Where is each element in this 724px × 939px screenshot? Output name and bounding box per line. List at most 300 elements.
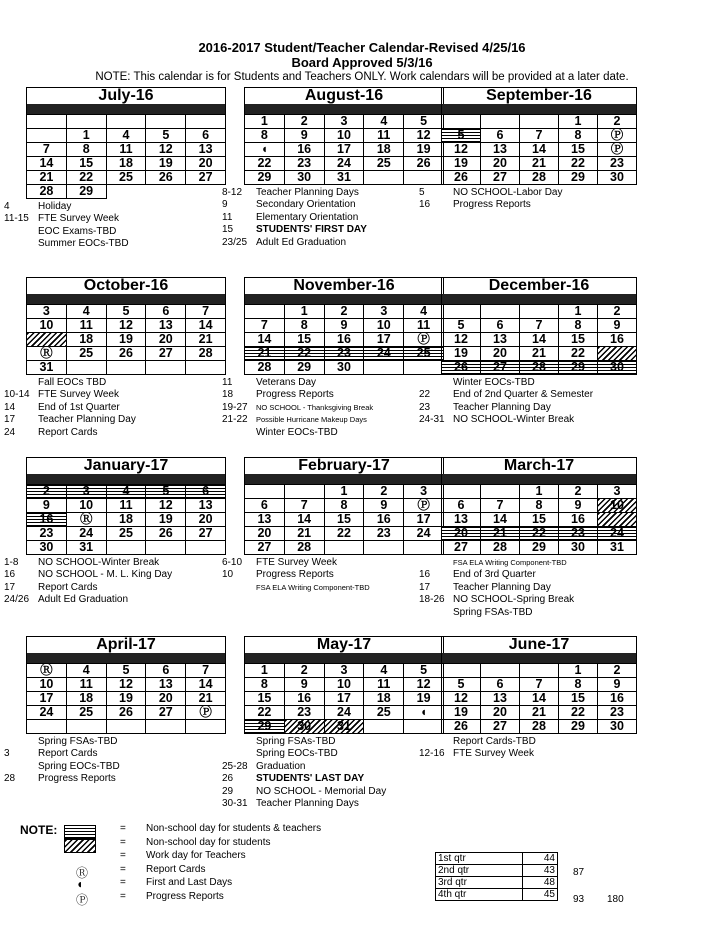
day-cell — [285, 485, 325, 499]
day-cell: 9 — [285, 129, 325, 143]
day-cell: 13 — [481, 333, 520, 347]
event-text: NO SCHOOL-Labor Day — [453, 187, 563, 198]
day-cell: 14 — [285, 513, 325, 527]
event-text: Winter EOCs-TBD — [453, 377, 535, 388]
day-cell: 14 — [186, 319, 226, 333]
month-events — [419, 736, 536, 761]
month-march-17 — [441, 457, 637, 555]
month-header-bar — [441, 474, 637, 485]
day-cell: 22 — [559, 157, 598, 171]
event-text: NO SCHOOL - Memorial Day — [256, 785, 387, 797]
day-cell: 26 — [107, 706, 147, 720]
event-text: NO SCHOOL-Winter Break — [453, 414, 575, 426]
day-cell: 3 — [404, 485, 444, 499]
day-cell: 6 — [481, 319, 520, 333]
day-cell — [364, 361, 404, 375]
day-cell: 8 — [67, 143, 107, 157]
day-cell: 9 — [27, 499, 67, 513]
day-cell: 2 — [559, 485, 598, 499]
event-date: 29 — [222, 785, 234, 797]
event-text: End of 2nd Quarter & Semester — [453, 389, 594, 401]
calendar-title: 2016-2017 Student/Teacher Calendar-Revised 4/25/16 — [198, 40, 526, 55]
day-cell: 8 — [325, 499, 365, 513]
day-cell: 5 — [146, 485, 186, 499]
day-cell: 27 — [442, 541, 481, 555]
event-date: 21-22 — [222, 414, 248, 426]
day-cell: 21 — [27, 171, 67, 185]
day-cell: 30 — [325, 361, 365, 375]
day-cell: 9 — [285, 678, 325, 692]
month-title: February-17 — [244, 457, 444, 474]
day-cell: 31 — [67, 541, 107, 555]
event-row — [419, 607, 574, 619]
day-cell: 14 — [520, 143, 559, 157]
event-row — [222, 557, 370, 569]
event-text: Fall EOCs TBD — [38, 377, 107, 388]
event-text: Adult Ed Graduation — [38, 594, 129, 606]
event-row — [4, 748, 120, 760]
day-cell: 12 — [146, 499, 186, 513]
event-text: Report Cards — [38, 426, 98, 438]
day-cell: 28 — [520, 361, 559, 375]
day-cell: 18 — [67, 692, 107, 706]
event-date — [222, 427, 256, 439]
day-cell: 14 — [481, 513, 520, 527]
day-cell: Ⓟ — [598, 129, 637, 143]
event-date: 17 — [419, 581, 431, 593]
event-text: FTE Survey Week — [256, 557, 337, 568]
quarter-days: 45 — [523, 889, 558, 901]
day-cell: 22 — [520, 527, 559, 541]
day-cell: 15 — [559, 333, 598, 347]
day-cell: 1 — [245, 664, 285, 678]
event-row — [4, 377, 136, 389]
event-row — [222, 761, 386, 773]
quarter-label: 1st qtr — [436, 853, 523, 865]
month-header-bar — [244, 653, 444, 664]
day-cell: 11 — [364, 129, 404, 143]
day-cell: 13 — [481, 143, 520, 157]
event-text: Report Cards-TBD — [453, 736, 536, 747]
day-cell — [107, 541, 147, 555]
event-date: 24/26 — [4, 594, 30, 606]
legend-equals: = — [120, 890, 126, 902]
day-cell: 9 — [559, 499, 598, 513]
day-cell: 12 — [146, 143, 186, 157]
event-text: Report Cards — [38, 581, 98, 593]
event-row — [4, 226, 129, 238]
day-cell: 26 — [404, 157, 444, 171]
month-title: June-17 — [441, 636, 637, 653]
day-cell: 8 — [285, 319, 325, 333]
day-cell: 17 — [404, 513, 444, 527]
day-cell: 12 — [404, 129, 444, 143]
day-cell: 9 — [325, 319, 365, 333]
event-text: Secondary Orientation — [256, 199, 356, 211]
day-cell: 20 — [481, 347, 520, 361]
month-title: January-17 — [26, 457, 226, 474]
event-text: FSA ELA Writing Component-TBD — [453, 558, 567, 567]
day-cell: 8 — [245, 129, 285, 143]
event-date: 6-10 — [222, 557, 243, 568]
event-row — [419, 736, 536, 748]
day-cell — [27, 333, 67, 347]
quarter-label: 3rd qtr — [436, 877, 523, 889]
legend-text: First and Last Days — [146, 877, 233, 888]
month-events — [4, 201, 129, 251]
event-row — [4, 238, 129, 250]
day-cell: Ⓟ — [404, 499, 444, 513]
day-cell: 6 — [481, 129, 520, 143]
day-cell: 27 — [481, 720, 520, 734]
day-cell: 24 — [27, 706, 67, 720]
day-cell — [146, 541, 186, 555]
event-row — [4, 402, 136, 414]
month-header-bar — [441, 653, 637, 664]
month-events — [419, 557, 574, 619]
day-cell: 6 — [186, 485, 226, 499]
day-cell: ◖ — [404, 706, 444, 720]
event-row — [4, 569, 172, 581]
event-row — [4, 761, 120, 773]
event-date: 22 — [419, 389, 431, 401]
event-text: EOC Exams-TBD — [38, 225, 117, 237]
day-cell: 2 — [598, 664, 637, 678]
day-cell: 29 — [559, 171, 598, 185]
day-cell: 1 — [67, 129, 107, 143]
day-cell: 1 — [285, 305, 325, 319]
event-row — [222, 582, 370, 594]
day-cell: 1 — [245, 115, 285, 129]
event-text: Possible Hurricane Makeup Days — [256, 415, 367, 425]
event-text: Progress Reports — [256, 569, 334, 581]
event-row — [222, 427, 373, 439]
event-date: 28 — [4, 773, 16, 785]
quarter-row — [436, 865, 558, 877]
day-cell: 21 — [520, 706, 559, 720]
day-cell: 21 — [245, 347, 285, 361]
month-title: August-16 — [244, 87, 444, 104]
day-cell: 19 — [404, 692, 444, 706]
day-cell: 11 — [364, 678, 404, 692]
day-cell: 3 — [27, 305, 67, 319]
day-cell: 25 — [364, 706, 404, 720]
event-date: 24 — [4, 426, 16, 438]
month-title: December-16 — [441, 277, 637, 294]
event-text: FSA ELA Writing Component-TBD — [256, 582, 370, 592]
day-cell: 8 — [559, 678, 598, 692]
day-cell: 27 — [481, 171, 520, 185]
day-grid — [441, 664, 637, 734]
day-cell: 3 — [325, 115, 365, 129]
event-row — [4, 736, 120, 748]
day-cell: 17 — [325, 143, 365, 157]
day-grid — [26, 664, 226, 734]
day-cell: 28 — [481, 541, 520, 555]
event-text: STUDENTS' FIRST DAY — [256, 224, 367, 236]
semester-2-total: 93 — [573, 894, 585, 905]
day-cell — [481, 485, 520, 499]
day-cell: 2 — [598, 305, 637, 319]
day-cell: 24 — [404, 527, 444, 541]
day-cell: 21 — [481, 527, 520, 541]
month-header-bar — [441, 104, 637, 115]
day-cell: 28 — [520, 720, 559, 734]
day-cell — [186, 115, 226, 129]
month-events — [4, 377, 136, 439]
day-cell — [404, 720, 444, 734]
day-cell: 13 — [481, 692, 520, 706]
legend-equals: = — [120, 836, 126, 848]
day-cell: 2 — [285, 664, 325, 678]
day-cell — [67, 115, 107, 129]
day-cell: 11 — [67, 678, 107, 692]
day-cell — [27, 115, 67, 129]
year-total: 180 — [607, 894, 624, 905]
day-cell: 5 — [107, 664, 147, 678]
day-cell — [364, 720, 404, 734]
day-cell — [27, 720, 67, 734]
month-events — [4, 557, 172, 607]
month-header-bar — [26, 104, 226, 115]
day-cell: 2 — [27, 485, 67, 499]
day-cell — [107, 720, 147, 734]
month-header-bar — [244, 294, 444, 305]
day-cell: Ⓡ — [27, 347, 67, 361]
day-cell: 24 — [325, 706, 365, 720]
day-cell: 21 — [520, 347, 559, 361]
day-cell: 21 — [285, 527, 325, 541]
day-cell: 11 — [67, 319, 107, 333]
day-cell: 31 — [325, 720, 365, 734]
day-cell: 12 — [442, 692, 481, 706]
legend-text: Work day for Teachers — [146, 850, 246, 861]
day-cell: 5 — [404, 115, 444, 129]
day-cell: 20 — [146, 333, 186, 347]
event-text: Elementary Orientation — [256, 211, 359, 223]
day-cell: 12 — [404, 678, 444, 692]
event-row — [222, 187, 367, 199]
day-cell: 22 — [245, 157, 285, 171]
day-cell: 19 — [404, 143, 444, 157]
event-date: 26 — [222, 773, 234, 785]
day-cell — [481, 115, 520, 129]
day-cell: 5 — [442, 129, 481, 143]
day-cell: 2 — [364, 485, 404, 499]
month-header-bar — [244, 474, 444, 485]
day-cell: 4 — [107, 129, 147, 143]
day-cell: 15 — [520, 513, 559, 527]
event-date: 11 — [222, 377, 233, 388]
event-date — [419, 736, 453, 748]
day-cell: 3 — [598, 485, 637, 499]
board-approved: Board Approved 5/3/16 — [291, 55, 433, 70]
day-cell — [186, 720, 226, 734]
legend-equals: = — [120, 850, 126, 861]
event-date: 23 — [419, 401, 431, 413]
day-cell: 23 — [598, 157, 637, 171]
month-header-bar — [244, 104, 444, 115]
day-cell — [404, 171, 444, 185]
day-cell: 10 — [325, 678, 365, 692]
day-cell: 7 — [520, 129, 559, 143]
day-cell: 12 — [442, 143, 481, 157]
quarter-label: 4th qtr — [436, 889, 523, 901]
event-row — [4, 594, 172, 606]
event-text: Adult Ed Graduation — [256, 236, 347, 248]
event-row — [419, 389, 593, 401]
legend-equals: = — [120, 877, 126, 888]
day-grid — [26, 115, 226, 199]
day-cell: 7 — [520, 319, 559, 333]
day-cell: 20 — [146, 692, 186, 706]
day-cell: 1 — [559, 115, 598, 129]
event-row — [4, 201, 129, 213]
event-row — [222, 389, 373, 401]
day-cell — [520, 664, 559, 678]
month-header-bar — [26, 474, 226, 485]
day-cell: 7 — [520, 678, 559, 692]
event-row — [419, 582, 574, 594]
month-events — [419, 377, 593, 427]
day-cell: 4 — [67, 305, 107, 319]
event-row — [222, 773, 386, 785]
day-cell: 15 — [67, 157, 107, 171]
event-date: 17 — [4, 581, 16, 593]
event-date: 5 — [419, 187, 425, 198]
day-cell: 16 — [598, 692, 637, 706]
day-cell: 16 — [325, 333, 365, 347]
day-cell: 15 — [245, 692, 285, 706]
event-date: 14 — [4, 401, 16, 413]
month-header-bar — [441, 294, 637, 305]
event-date: 18-26 — [419, 594, 445, 606]
day-cell: 19 — [146, 157, 186, 171]
event-text: NO SCHOOL - M. L. King Day — [38, 569, 173, 581]
event-row — [222, 199, 367, 211]
day-cell: 27 — [146, 706, 186, 720]
no-school-swatch — [64, 825, 96, 839]
day-cell: 29 — [67, 185, 107, 199]
day-cell: 30 — [559, 541, 598, 555]
legend-text: Progress Reports — [146, 890, 224, 902]
day-cell: 26 — [107, 347, 147, 361]
month-august-16 — [244, 87, 444, 185]
day-cell: 27 — [481, 361, 520, 375]
month-july-16 — [26, 87, 226, 199]
legend-symbol: ◖ — [76, 877, 84, 891]
day-cell: 25 — [107, 527, 147, 541]
day-cell: 19 — [107, 692, 147, 706]
day-cell: 13 — [442, 513, 481, 527]
day-cell: 30 — [27, 541, 67, 555]
day-cell: 8 — [559, 319, 598, 333]
day-cell: 22 — [245, 706, 285, 720]
event-date: 19-27 — [222, 401, 248, 413]
event-date — [4, 761, 38, 773]
day-cell: 30 — [285, 171, 325, 185]
day-cell: 1 — [325, 485, 365, 499]
day-cell: 10 — [598, 499, 637, 513]
event-text: Teacher Planning Day — [453, 581, 551, 593]
quarter-totals — [435, 852, 624, 905]
day-cell — [404, 361, 444, 375]
day-cell: 20 — [481, 706, 520, 720]
day-cell — [481, 305, 520, 319]
day-grid — [244, 664, 444, 734]
day-cell: 6 — [481, 678, 520, 692]
day-cell — [520, 115, 559, 129]
event-text: Teacher Planning Day — [453, 401, 551, 413]
day-cell — [442, 115, 481, 129]
day-cell: 5 — [442, 678, 481, 692]
event-row — [222, 224, 367, 236]
day-cell: 5 — [146, 129, 186, 143]
day-cell: 29 — [520, 541, 559, 555]
event-date: 30-31 — [222, 798, 248, 810]
day-cell: 31 — [598, 541, 637, 555]
day-cell: 28 — [27, 185, 67, 199]
day-cell: 16 — [285, 692, 325, 706]
event-text: Holiday — [38, 201, 72, 212]
month-header-bar — [26, 653, 226, 664]
quarter-row — [436, 853, 558, 865]
event-text: NO SCHOOL-Spring Break — [453, 594, 575, 606]
event-date: 12-16 — [419, 748, 445, 760]
day-cell: 7 — [186, 664, 226, 678]
month-events — [4, 736, 120, 786]
event-row — [419, 377, 593, 389]
day-cell: 10 — [325, 129, 365, 143]
event-date: 16 — [419, 199, 431, 211]
day-cell: 2 — [285, 115, 325, 129]
month-october-16 — [26, 277, 226, 375]
event-row — [4, 389, 136, 401]
day-cell: 20 — [481, 157, 520, 171]
month-january-17 — [26, 457, 226, 555]
quarter-days: 48 — [523, 877, 558, 889]
day-cell: 26 — [442, 171, 481, 185]
event-date: 24-31 — [419, 414, 445, 426]
day-cell: 19 — [107, 333, 147, 347]
day-cell: 26 — [146, 171, 186, 185]
day-cell — [442, 485, 481, 499]
day-cell: 19 — [442, 347, 481, 361]
day-cell: 10 — [27, 319, 67, 333]
day-cell: Ⓟ — [186, 706, 226, 720]
day-cell: 4 — [364, 115, 404, 129]
day-cell — [598, 347, 637, 361]
quarter-days: 44 — [523, 853, 558, 865]
day-grid — [26, 485, 226, 555]
day-cell: 20 — [245, 527, 285, 541]
day-cell: 1 — [559, 305, 598, 319]
month-december-16 — [441, 277, 637, 375]
event-row — [222, 212, 367, 224]
day-cell: 17 — [364, 333, 404, 347]
day-cell — [27, 129, 67, 143]
day-cell: 13 — [146, 319, 186, 333]
day-cell: 19 — [442, 706, 481, 720]
event-text: End of 1st Quarter — [38, 401, 120, 413]
event-text: Spring FSAs-TBD — [453, 606, 533, 618]
day-cell — [404, 541, 444, 555]
day-cell: 27 — [186, 527, 226, 541]
day-cell: 4 — [404, 305, 444, 319]
event-row — [222, 748, 386, 760]
month-april-17 — [26, 636, 226, 734]
day-cell: 15 — [325, 513, 365, 527]
